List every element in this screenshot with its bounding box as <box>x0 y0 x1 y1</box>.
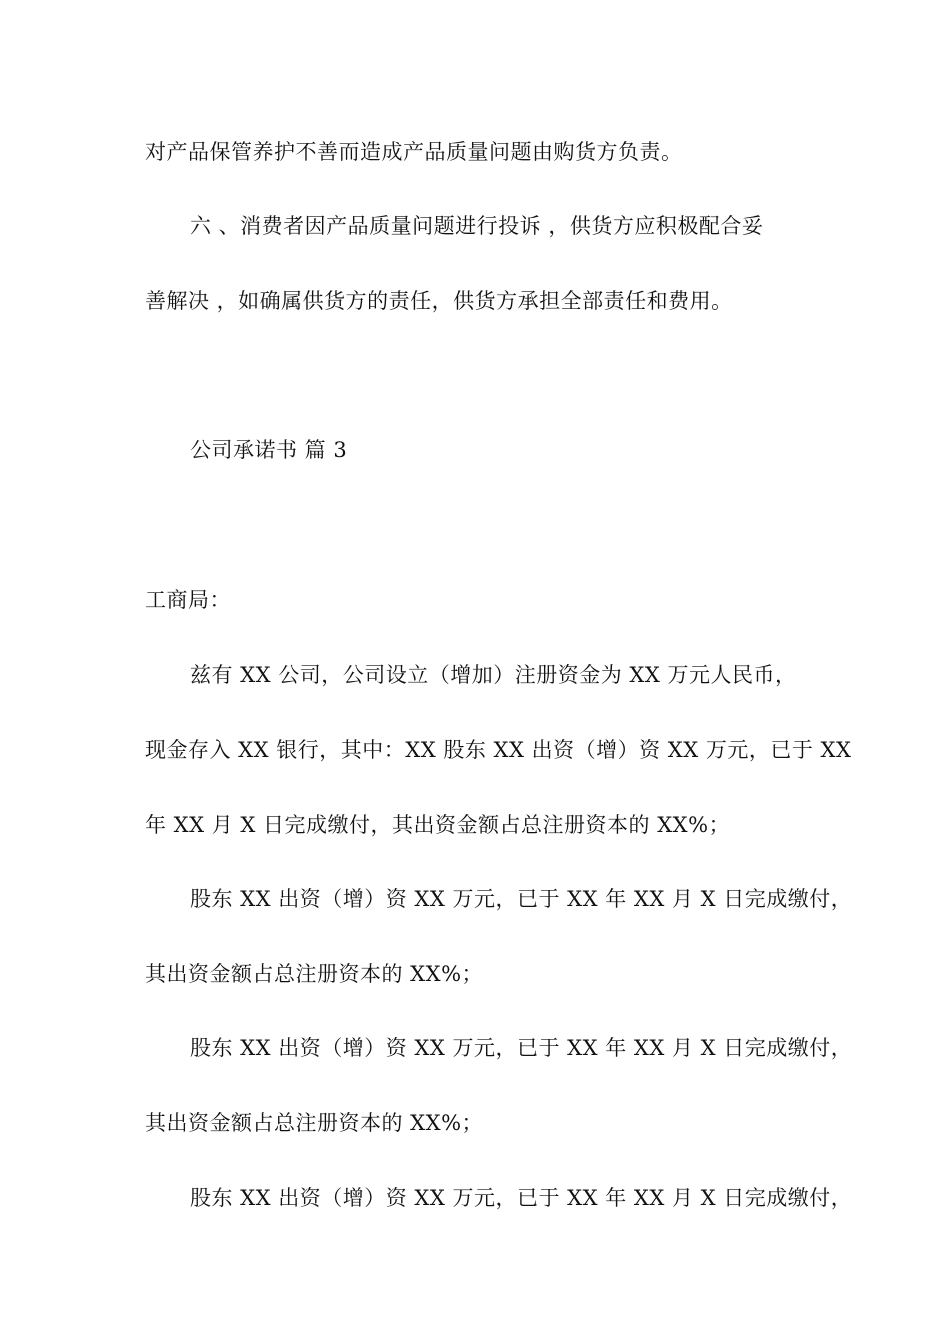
paragraph-line: 其出资金额占总注册资本的 XX%； <box>145 962 484 986</box>
paragraph-line: 善解决 ，如确属供货方的责任，供货方承担全部责任和费用。 <box>145 289 733 313</box>
shareholder-line: 股东 XX 出资（增）资 XX 万元，已于 XX 年 XX 月 X 日完成缴付， <box>190 887 853 911</box>
section-heading: 公司承诺书 篇 3 <box>190 438 348 462</box>
paragraph-line: 对产品保管养护不善而造成产品质量问题由购货方负责。 <box>145 140 683 164</box>
paragraph-line: 年 XX 月 X 日完成缴付，其出资金额占总注册资本的 XX%； <box>145 813 731 837</box>
shareholder-line: 股东 XX 出资（增）资 XX 万元，已于 XX 年 XX 月 X 日完成缴付， <box>190 1036 853 1060</box>
paragraph-line: 现金存入 XX 银行，其中：XX 股东 XX 出资（增）资 XX 万元，已于 XX <box>145 738 852 762</box>
addressee-line: 工商局： <box>145 588 231 612</box>
shareholder-line: 股东 XX 出资（增）资 XX 万元，已于 XX 年 XX 月 X 日完成缴付， <box>190 1186 853 1210</box>
paragraph-line: 兹有 XX 公司，公司设立（增加）注册资金为 XX 万元人民币， <box>190 663 797 687</box>
clause-six-line: 六 、消费者因产品质量问题进行投诉 ，供货方应积极配合妥 <box>190 214 764 238</box>
paragraph-line: 其出资金额占总注册资本的 XX%； <box>145 1111 484 1135</box>
